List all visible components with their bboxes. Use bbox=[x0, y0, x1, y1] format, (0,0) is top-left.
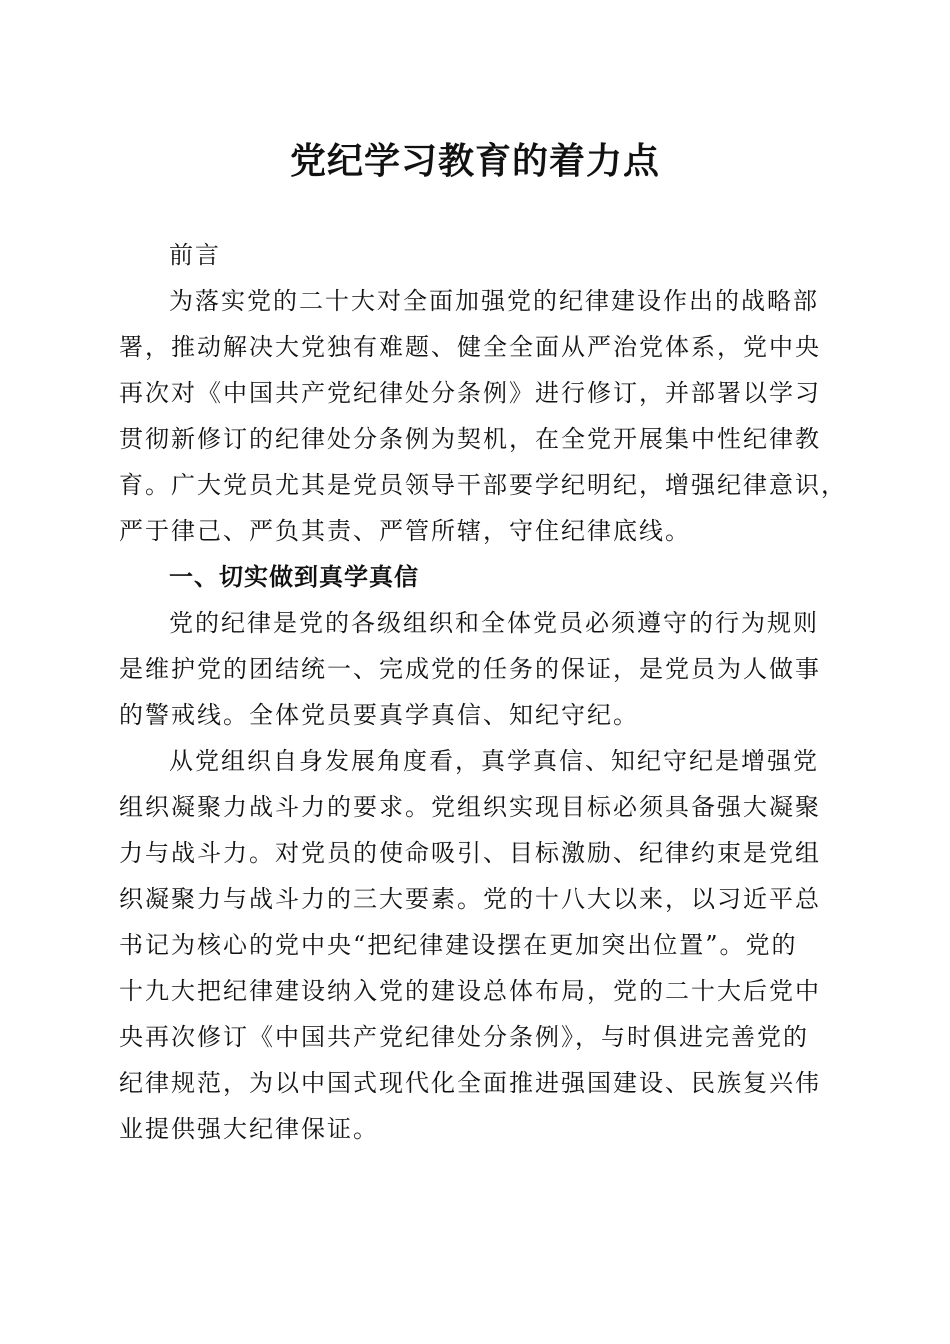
body-text-line: 织凝聚力与战斗力的三大要素。党的十八大以来，以习近平总 bbox=[119, 885, 821, 913]
body-text-line: 业提供强大纪律保证。 bbox=[119, 1115, 379, 1143]
body-text-line: 贯彻新修订的纪律处分条例为契机，在全党开展集中性纪律教 bbox=[119, 425, 821, 453]
body-text-line: 署，推动解决大党独有难题、健全全面从严治党体系，党中央 bbox=[119, 333, 821, 361]
document-body bbox=[119, 232, 847, 1152]
body-text-line: 育。广大党员尤其是党员领导干部要学纪明纪，增强纪律意识， bbox=[119, 471, 847, 499]
body-text-line: 组织凝聚力战斗力的要求。党组织实现目标必须具备强大凝聚 bbox=[119, 793, 821, 821]
body-text-line: 再次对《中国共产党纪律处分条例》进行修订，并部署以学习 bbox=[119, 379, 821, 407]
body-text-line: 央再次修订《中国共产党纪律处分条例》，与时俱进完善党的 bbox=[119, 1023, 809, 1051]
body-text-line: 纪律规范，为以中国式现代化全面推进强国建设、民族复兴伟 bbox=[119, 1069, 821, 1097]
body-text-line: 为落实党的二十大对全面加强党的纪律建设作出的战略部 bbox=[169, 287, 819, 315]
body-text-line: 书记为核心的党中央“把纪律建设摆在更加突出位置”。党的 bbox=[119, 931, 798, 959]
body-text-line: 是维护党的团结统一、完成党的任务的保证，是党员为人做事 bbox=[119, 655, 821, 683]
body-text-line: 党的纪律是党的各级组织和全体党员必须遵守的行为规则 bbox=[169, 609, 819, 637]
body-text-line: 从党组织自身发展角度看，真学真信、知纪守纪是增强党 bbox=[169, 747, 819, 775]
preface-label: 前言 bbox=[169, 241, 221, 269]
body-text-line: 十九大把纪律建设纳入党的建设总体布局，党的二十大后党中 bbox=[119, 977, 821, 1005]
section-heading: 一、切实做到真学真信 bbox=[169, 563, 419, 591]
body-text-line: 力与战斗力。对党员的使命吸引、目标激励、纪律约束是党组 bbox=[119, 839, 821, 867]
body-text-line: 的警戒线。全体党员要真学真信、知纪守纪。 bbox=[119, 701, 639, 729]
document-title: 党纪学习教育的着力点 bbox=[289, 140, 660, 182]
body-text-line: 严于律己、严负其责、严管所辖，守住纪律底线。 bbox=[119, 517, 691, 545]
